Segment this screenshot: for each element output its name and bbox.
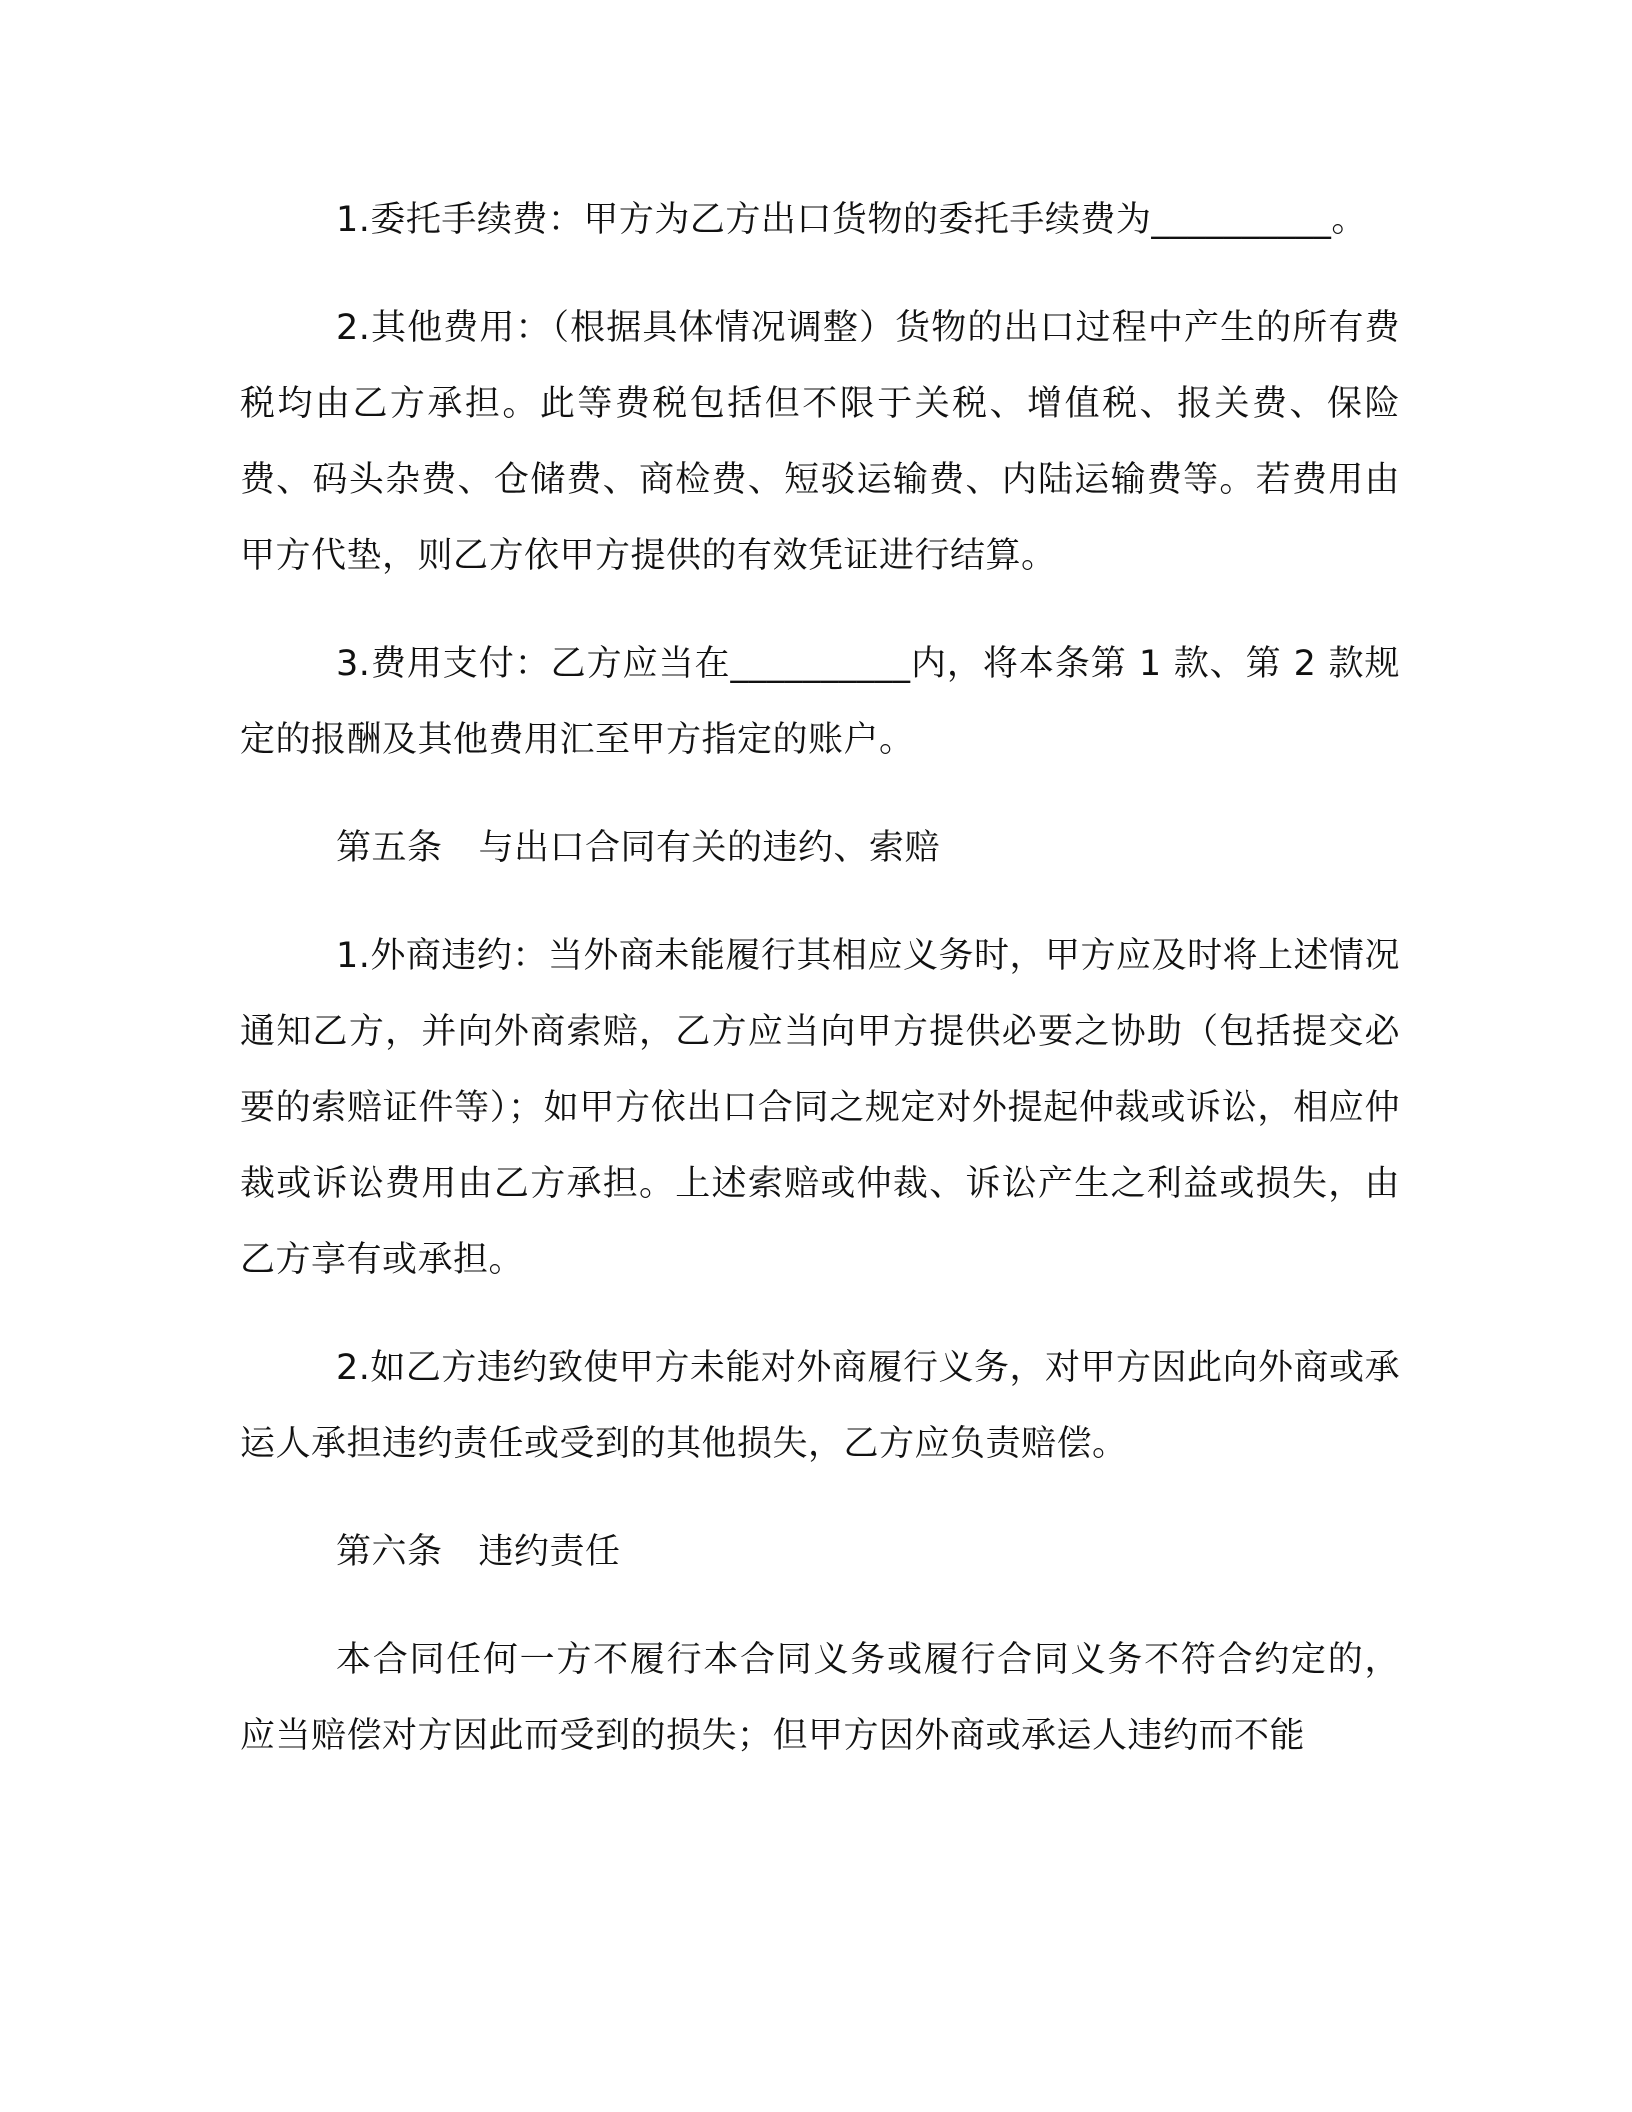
article-5-number: 第五条 — [336, 828, 443, 868]
paragraph-party-b-breach: 2.如乙方违约致使甲方未能对外商履行义务，对甲方因此向外商或承运人承担违约责任或受到的其他损失，乙方应负责赔偿。 — [240, 1348, 1400, 1464]
document-page — [240, 182, 1400, 1774]
article-6-heading — [240, 1514, 1400, 1590]
article-6-number: 第六条 — [336, 1532, 443, 1572]
article-6-title: 违约责任 — [478, 1532, 621, 1572]
paragraph-commission-fee: 1.委托手续费：甲方为乙方出口货物的委托手续费为__________。 — [336, 200, 1367, 240]
paragraph-liability: 本合同任何一方不履行本合同义务或履行合同义务不符合约定的，应当赔偿对方因此而受到的损失；但甲方因外商或承运人违约而不能 — [240, 1640, 1400, 1756]
paragraph-foreign-breach: 1.外商违约：当外商未能履行其相应义务时，甲方应及时将上述情况通知乙方，并向外商索赔，乙方应当向甲方提供必要之协助（包括提交必要的索赔证件等）；如甲方依出口合同之规定对外提起仲裁或诉讼，相应仲裁或诉讼费用由乙方承担。上述索赔或仲裁、诉讼产生之利益或损失，由乙方享有或承担。 — [240, 936, 1400, 1280]
article-5-heading — [240, 810, 1400, 886]
article-5-title: 与出口合同有关的违约、索赔 — [478, 828, 941, 868]
paragraph-fee-payment: 3.费用支付：乙方应当在__________内，将本条第 1 款、第 2 款规定的报酬及其他费用汇至甲方指定的账户。 — [240, 644, 1400, 760]
paragraph-other-fees: 2.其他费用：（根据具体情况调整）货物的出口过程中产生的所有费税均由乙方承担。此等费税包括但不限于关税、增值税、报关费、保险费、码头杂费、仓储费、商检费、短驳运输费、内陆运输费等。若费用由甲方代垫，则乙方依甲方提供的有效凭证进行结算。 — [240, 308, 1400, 576]
